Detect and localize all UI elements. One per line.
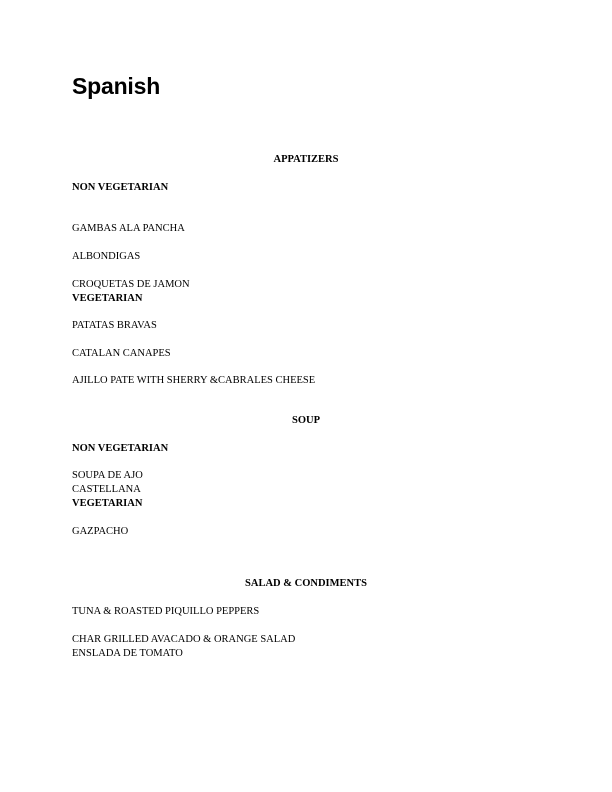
menu-item: GAMBAS ALA PANCHA — [72, 223, 185, 234]
menu-item: CHAR GRILLED AVACADO & ORANGE SALAD — [72, 634, 296, 645]
section-heading-soup: SOUP — [291, 415, 320, 426]
appetizers-non-vegetarian-label: NON VEGETARIAN — [72, 182, 169, 193]
menu-item: ALBONDIGAS — [72, 251, 141, 262]
section-heading-appetizers: APPATIZERS — [273, 154, 339, 165]
menu-item: TUNA & ROASTED PIQUILLO PEPPERS — [72, 606, 260, 617]
menu-item: CATALAN CANAPES — [72, 348, 171, 359]
soup-vegetarian-label: VEGETARIAN — [72, 498, 143, 509]
page-title: Spanish — [72, 73, 161, 99]
menu-item: CASTELLANA — [72, 484, 141, 495]
soup-non-vegetarian-label: NON VEGETARIAN — [72, 443, 169, 454]
menu-item: SOUPA DE AJO — [72, 470, 143, 481]
menu-item: CROQUETAS DE JAMON — [72, 279, 190, 290]
menu-item: ENSLADA DE TOMATO — [72, 648, 183, 659]
appetizers-vegetarian-label: VEGETARIAN — [72, 293, 143, 304]
section-heading-salad: SALAD & CONDIMENTS — [245, 578, 367, 589]
menu-item: PATATAS BRAVAS — [72, 320, 157, 331]
menu-item: GAZPACHO — [72, 526, 129, 537]
menu-item: AJILLO PATE WITH SHERRY &CABRALES CHEESE — [72, 375, 316, 386]
